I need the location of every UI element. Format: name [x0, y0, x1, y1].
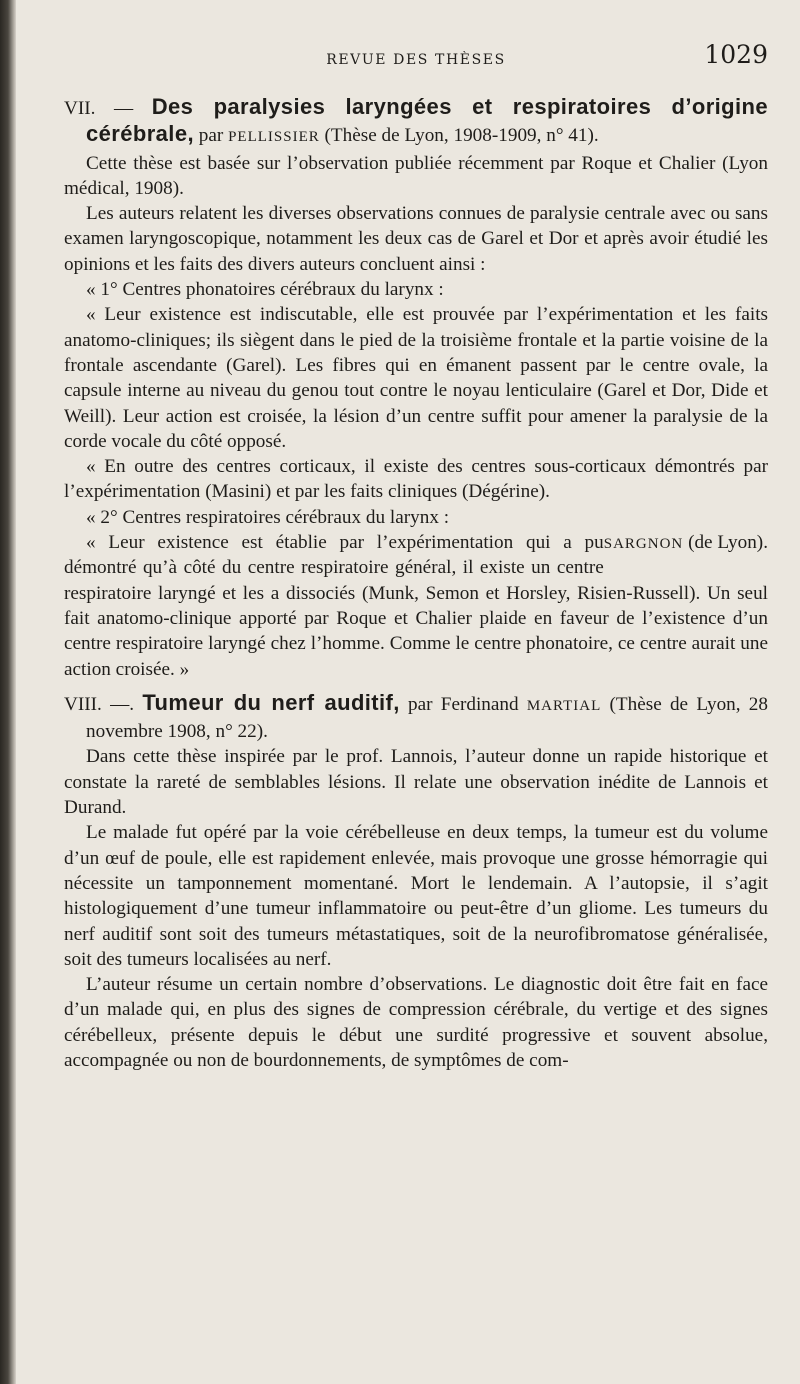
section-vii-heading: [64, 94, 768, 151]
section-vii-title: Des paralysies laryngées et respiratoires d’origine cérébrale,: [86, 94, 768, 147]
section-vii-citation: (Thèse de Lyon, 1908-1909, n° 41).: [324, 125, 599, 147]
section-vii-by: par: [198, 125, 224, 147]
section-viii-heading: [64, 689, 768, 745]
signature-place: (de Lyon).: [688, 532, 768, 554]
paragraph: « Leur existence est établie par l’expérimentation qui a pu démontré qu’à côté du centre respiratoire général, il existe un centre respiratoire laryngé et les a dissociés (Munk, Semon et Horsley, Risien-Russell). Un seul fait anatomo-clinique apporté par Roque et Chalier plaide en faveur de l’existence d’un centre respiratoire laryngé chez l’homme. Comme le centre phonatoire, ce centre aurait une action croisée. »: [64, 532, 768, 680]
section-vii-numeral: VII. —: [64, 98, 134, 119]
running-head: [64, 36, 768, 76]
paragraph: Cette thèse est basée sur l’observation publiée récemment par Roque et Chalier (Lyon médical, 1908).: [64, 152, 768, 199]
section-viii-by: par Ferdinand: [408, 693, 519, 715]
quote-with-signature: [64, 530, 768, 682]
signature-name: SARGNON: [603, 536, 684, 553]
paragraph: « En outre des centres corticaux, il existe des centres sous-corticaux démontrés par l’expérimentation (Masini) et par les faits cliniques (Dégérine).: [64, 456, 768, 503]
section-vii-author: PELLISSIER: [228, 129, 320, 146]
section-viii-numeral: VIII. —.: [64, 693, 135, 715]
paragraph: Le malade fut opéré par la voie cérébelleuse en deux temps, la tumeur est du volume d’un œuf de poule, elle est rapidement enlevée, mais provoque une grosse hémorragie qui nécessite un tamponnement momentané. Mort le lendemain. A l’autopsie, il s’agit histologiquement d’une tumeur inflammatoire ou peut-être d’un gliome. Les tumeurs du nerf auditif sont soit des tumeurs métastatiques, soit de la neurofibromatose généralisée, soit des tumeurs localisées au nerf.: [64, 822, 768, 970]
running-title: REVUE DES THÈSES: [326, 52, 506, 68]
paragraph: « 1° Centres phonatoires cérébraux du larynx :: [86, 279, 444, 301]
paragraph: « 2° Centres respiratoires cérébraux du larynx :: [86, 506, 450, 528]
paragraph: Dans cette thèse inspirée par le prof. Lannois, l’auteur donne un rapide historique et constate la rareté de semblables lésions. Il relate une observation inédite de Lannois et Durand.: [64, 746, 768, 819]
page-number: 1029: [704, 40, 768, 69]
journal-page: [64, 36, 768, 1366]
signature: [604, 530, 768, 557]
section-viii-title: Tumeur du nerf auditif,: [142, 689, 400, 715]
section-viii-author: MARTIAL: [526, 697, 602, 714]
paragraph: Les auteurs relatent les diverses observations connues de paralysie centrale avec ou sans examen laryngoscopique, notamment les deux cas de Garel et Dor et après avoir étudié les opinions et les faits des divers auteurs concluent ainsi :: [64, 203, 768, 275]
paragraph: L’auteur résume un certain nombre d’observations. Le diagnostic doit être fait en face d’un malade qui, en plus des signes de compression cérébrale, du vertige et des signes cérébelleux, présente depuis le début une surdité progressive et souvent absolue, accompagnée ou non de bourdonnements, de symptômes de com-: [64, 974, 768, 1071]
binding-shadow: [0, 0, 16, 1384]
section-viii-citation: (Thèse de Lyon, 28 novembre 1908, n° 22).: [86, 693, 768, 743]
paragraph: « Leur existence est indiscutable, elle est prouvée par l’expérimentation et les faits anatomo-cliniques; ils siègent dans le pied de la troisième frontale et la partie voisine de la frontale ascendante (Garel). Les fibres qui en émanent passent par le centre ovale, la capsule interne au niveau du genou tout contre le noyau lenticulaire (Garel et Dor, Dide et Weill). Leur action est croisée, la lésion d’un centre suffit pour amener la paralysie de la corde vocale du côté opposé.: [64, 304, 768, 452]
article-body: [64, 94, 768, 1073]
